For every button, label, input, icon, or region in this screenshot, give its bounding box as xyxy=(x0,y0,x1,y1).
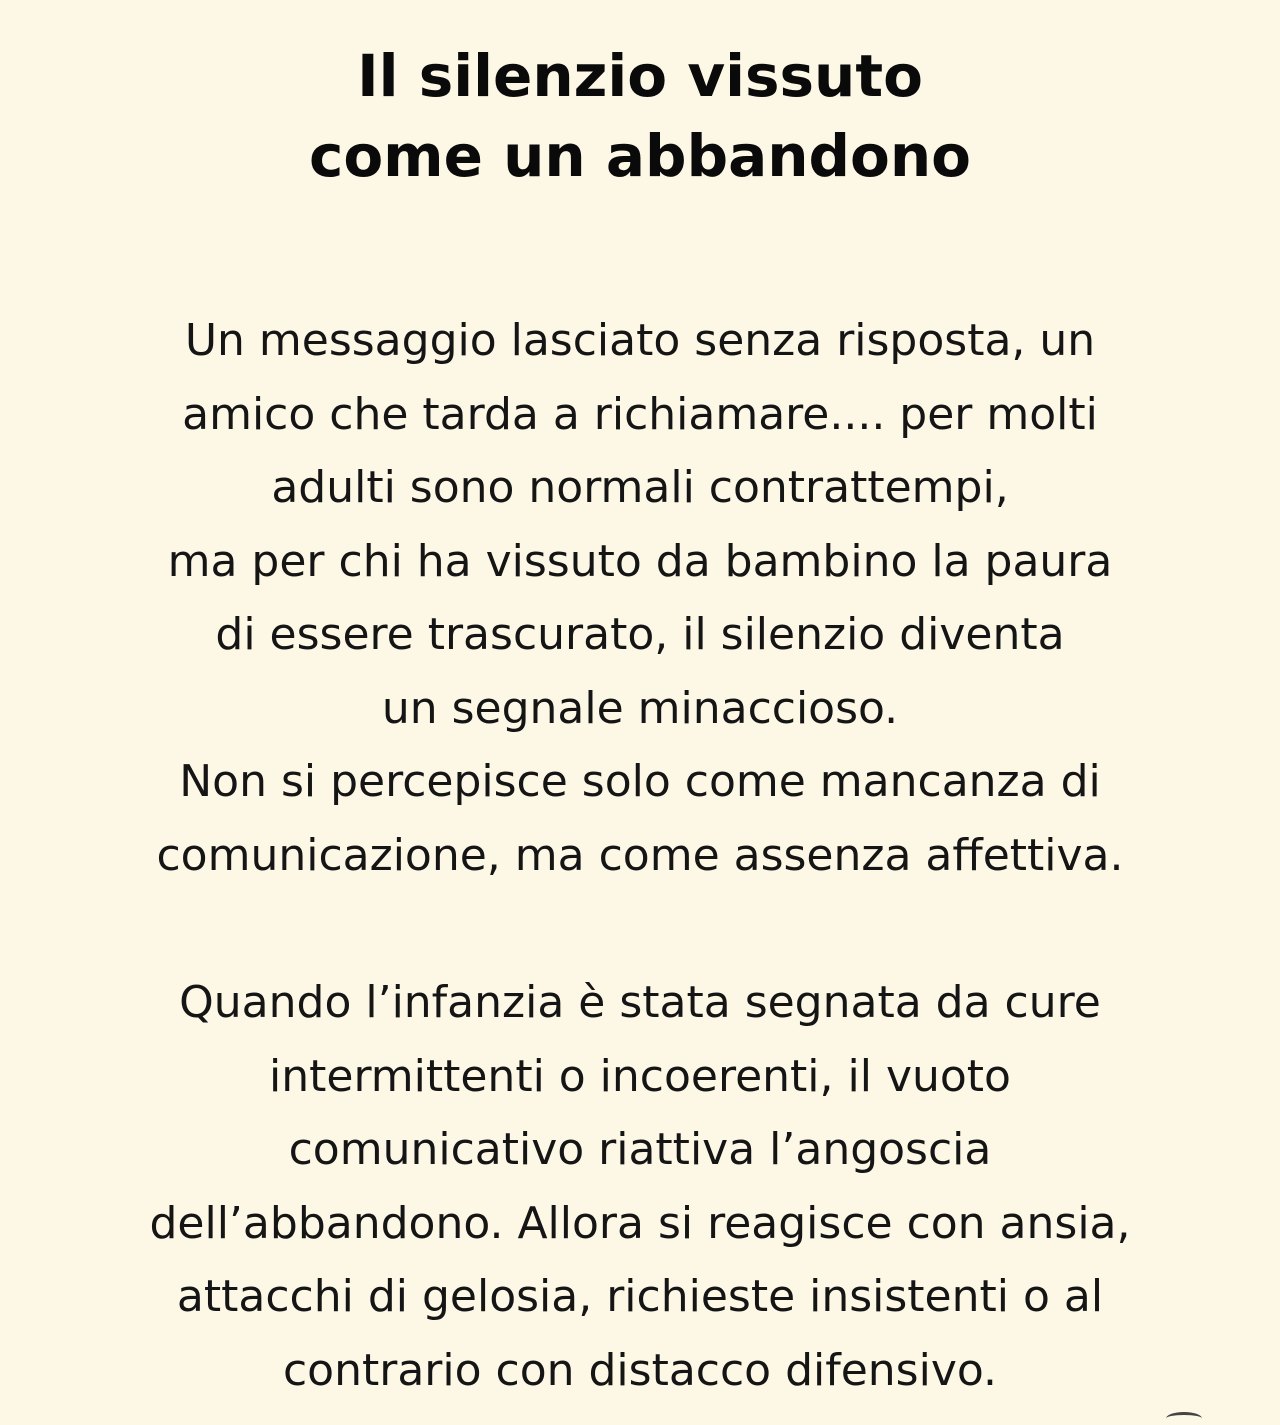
text-line: attacchi di gelosia, richieste insistenti o al xyxy=(176,1271,1104,1322)
text-line: di essere trascurato, il silenzio diventa xyxy=(215,609,1065,660)
text-line: Un messaggio lasciato senza risposta, un xyxy=(184,315,1096,366)
text-line: amico che tarda a richiamare.... per molti xyxy=(182,388,1098,440)
title-line: come un abbandono xyxy=(308,122,972,190)
paragraph-2 xyxy=(0,966,1280,1407)
text-line: Quando l’infanzia è stata segnata da cure xyxy=(179,977,1101,1028)
text-line: contrario con distacco difensivo. xyxy=(282,1344,997,1396)
text-line: Non si percepisce solo come mancanza di xyxy=(179,756,1101,807)
text-line: comunicazione, ma come assenza affettiva. xyxy=(156,829,1124,881)
corner-mark-decoration xyxy=(1166,1412,1202,1425)
title-line: Il silenzio vissuto xyxy=(357,42,923,110)
text-line: un segnale minaccioso. xyxy=(381,682,899,734)
text-line: ma per chi ha vissuto da bambino la paura xyxy=(167,535,1113,587)
text-line: adulti sono normali contrattempi, xyxy=(271,462,1009,513)
text-line: intermittenti o incoerenti, il vuoto xyxy=(269,1050,1011,1102)
text-line: dell’abbandono. Allora si reagisce con ansia, xyxy=(149,1197,1131,1249)
page-title xyxy=(0,36,1280,196)
text-line: comunicativo riattiva l’angoscia xyxy=(288,1124,992,1175)
paragraph-1 xyxy=(0,304,1280,892)
